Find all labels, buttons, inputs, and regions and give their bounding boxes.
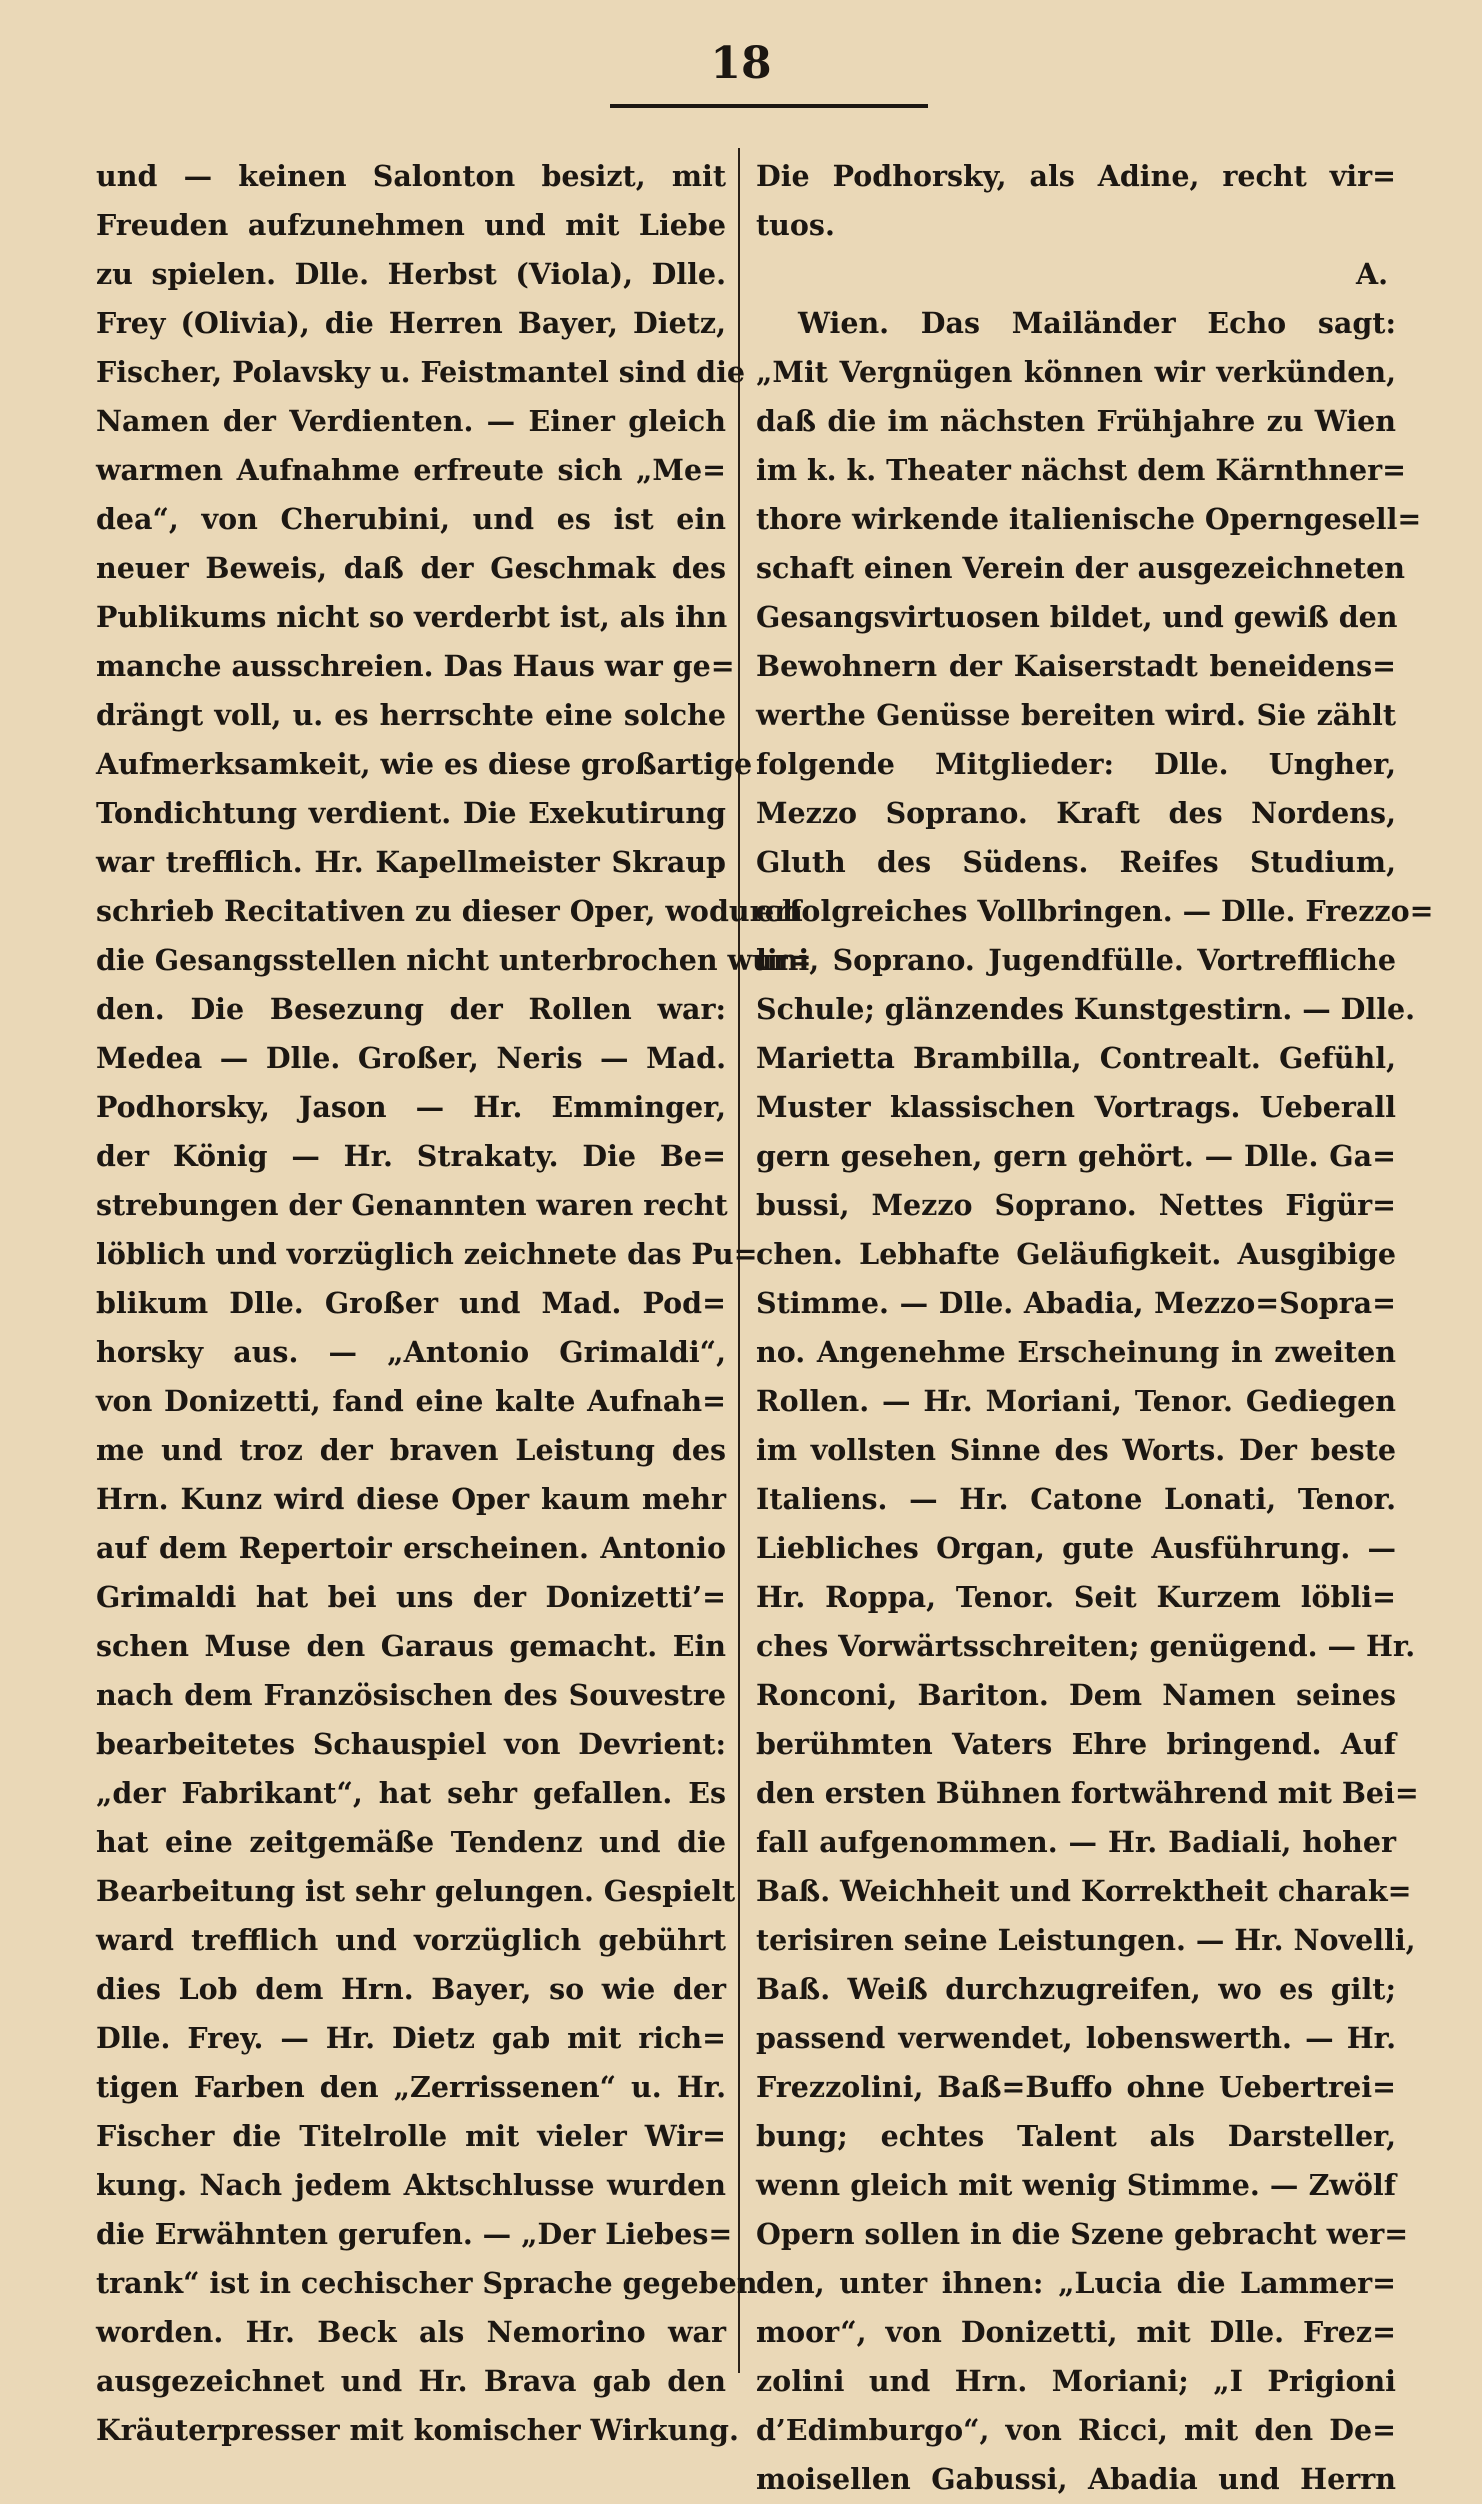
text-line: von Donizetti, fand eine kalte Aufnah= bbox=[96, 1384, 726, 1418]
text-line: wenn gleich mit wenig Stimme. — Zwölf bbox=[756, 2168, 1396, 2202]
text-line: schaft einen Verein der ausgezeichneten bbox=[756, 551, 1406, 585]
text-line: hat eine zeitgemäße Tendenz und die bbox=[96, 1825, 726, 1859]
text-line: Baß. Weiß durchzugreifen, wo es gilt; bbox=[756, 1972, 1396, 2006]
text-line: bung; echtes Talent als Darsteller, bbox=[756, 2119, 1396, 2153]
text-line: Opern sollen in die Szene gebracht wer= bbox=[756, 2217, 1409, 2251]
text-line: terisiren seine Leistungen. — Hr. Novelli, bbox=[756, 1923, 1416, 1957]
text-line: Podhorsky, Jason — Hr. Emminger, bbox=[96, 1090, 726, 1124]
text-line: erfolgreiches Vollbringen. — Dlle. Frezzo= bbox=[756, 894, 1434, 928]
text-line: chen. Lebhafte Geläufigkeit. Ausgibige bbox=[756, 1237, 1396, 1271]
text-line: Wien. Das Mailänder Echo sagt: bbox=[798, 306, 1396, 340]
text-line: Medea — Dlle. Großer, Neris — Mad. bbox=[96, 1041, 726, 1075]
text-line: löblich und vorzüglich zeichnete das Pu= bbox=[96, 1237, 758, 1271]
right-column bbox=[756, 152, 1434, 2504]
text-line: Gesangsvirtuosen bildet, und gewiß den bbox=[756, 600, 1398, 634]
text-line: den. Die Besezung der Rollen war: bbox=[96, 992, 726, 1026]
text-line: und — keinen Salonton besizt, mit bbox=[96, 159, 726, 193]
text-line: Publikums nicht so verderbt ist, als ihn bbox=[96, 600, 728, 634]
text-line: daß die im nächsten Frühjahre zu Wien bbox=[756, 404, 1396, 438]
text-line: im k. k. Theater nächst dem Kärnthner= bbox=[756, 453, 1406, 487]
text-line: blikum Dlle. Großer und Mad. Pod= bbox=[96, 1286, 726, 1320]
text-line: werthe Genüsse bereiten wird. Sie zählt bbox=[756, 698, 1396, 732]
text-line: Kräuterpresser mit komischer Wirkung. bbox=[96, 2413, 739, 2447]
text-line: „Mit Vergnügen können wir verkünden, bbox=[756, 355, 1396, 389]
header-rule bbox=[610, 104, 928, 108]
text-line: gern gesehen, gern gehört. — Dlle. Ga= bbox=[756, 1139, 1396, 1173]
text-line: Muster klassischen Vortrags. Ueberall bbox=[756, 1090, 1396, 1124]
text-line: Tondichtung verdient. Die Exekutirung bbox=[96, 796, 726, 830]
text-line: moisellen Gabussi, Abadia und Herrn bbox=[756, 2462, 1396, 2496]
text-line: Bearbeitung ist sehr gelungen. Gespielt bbox=[96, 1874, 736, 1908]
text-line: Hr. Roppa, Tenor. Seit Kurzem löbli= bbox=[756, 1580, 1396, 1614]
text-line: worden. Hr. Beck als Nemorino war bbox=[96, 2315, 726, 2349]
text-line: Liebliches Organ, gute Ausführung. — bbox=[756, 1531, 1396, 1565]
text-line: Marietta Brambilla, Contrealt. Gefühl, bbox=[756, 1041, 1396, 1075]
text-line: schrieb Recitativen zu dieser Oper, wodurch bbox=[96, 894, 803, 928]
text-line: Aufmerksamkeit, wie es diese großartige bbox=[96, 747, 753, 781]
text-line: passend verwendet, lobenswerth. — Hr. bbox=[756, 2021, 1396, 2055]
text-line: den ersten Bühnen fortwährend mit Bei= bbox=[756, 1776, 1419, 1810]
text-line: ausgezeichnet und Hr. Brava gab den bbox=[96, 2364, 726, 2398]
text-line: Fischer, Polavsky u. Feistmantel sind die bbox=[96, 355, 746, 389]
text-line: Freuden aufzunehmen und mit Liebe bbox=[96, 208, 726, 242]
text-line: der König — Hr. Strakaty. Die Be= bbox=[96, 1139, 726, 1173]
text-line: Gluth des Südens. Reifes Studium, bbox=[756, 845, 1396, 879]
text-line: ches Vorwärtsschreiten; genügend. — Hr. bbox=[756, 1629, 1416, 1663]
text-line: tuos. bbox=[756, 208, 835, 242]
text-line: war trefflich. Hr. Kapellmeister Skraup bbox=[96, 845, 726, 879]
text-line: Dlle. Frey. — Hr. Dietz gab mit rich= bbox=[96, 2021, 726, 2055]
text-line: im vollsten Sinne des Worts. Der beste bbox=[756, 1433, 1396, 1467]
text-line: folgende Mitglieder: Dlle. Ungher, bbox=[756, 747, 1396, 781]
text-line: Ronconi, Bariton. Dem Namen seines bbox=[756, 1678, 1396, 1712]
text-line: schen Muse den Garaus gemacht. Ein bbox=[96, 1629, 726, 1663]
text-line: kung. Nach jedem Aktschlusse wurden bbox=[96, 2168, 726, 2202]
text-line: Bewohnern der Kaiserstadt beneidens= bbox=[756, 649, 1396, 683]
text-line: thore wirkende italienische Operngesell= bbox=[756, 502, 1422, 536]
text-line: berühmten Vaters Ehre bringend. Auf bbox=[756, 1727, 1396, 1761]
text-line: neuer Beweis, daß der Geschmak des bbox=[96, 551, 726, 585]
text-line: Schule; glänzendes Kunstgestirn. — Dlle. bbox=[756, 992, 1416, 1026]
text-line: zolini und Hrn. Moriani; „I Prigioni bbox=[756, 2364, 1396, 2398]
text-line: Hrn. Kunz wird diese Oper kaum mehr bbox=[96, 1482, 726, 1516]
text-line: dies Lob dem Hrn. Bayer, so wie der bbox=[96, 1972, 726, 2006]
text-line: trank“ ist in cechischer Sprache gegeben bbox=[96, 2266, 758, 2300]
text-line: bearbeitetes Schauspiel von Devrient: bbox=[96, 1727, 726, 1761]
text-line: Rollen. — Hr. Moriani, Tenor. Gediegen bbox=[756, 1384, 1396, 1418]
text-line: Italiens. — Hr. Catone Lonati, Tenor. bbox=[756, 1482, 1396, 1516]
text-line: Grimaldi hat bei uns der Donizetti’= bbox=[96, 1580, 726, 1614]
text-line: zu spielen. Dlle. Herbst (Viola), Dlle. bbox=[96, 257, 726, 291]
text-line: d’Edimburgo“, von Ricci, mit den De= bbox=[756, 2413, 1396, 2447]
text-line: Stimme. — Dlle. Abadia, Mezzo=Sopra= bbox=[756, 1286, 1396, 1320]
text-line: fall aufgenommen. — Hr. Badiali, hoher bbox=[756, 1825, 1396, 1859]
text-line: Namen der Verdienten. — Einer gleich bbox=[96, 404, 726, 438]
text-line: lini, Soprano. Jugendfülle. Vortreffliche bbox=[756, 943, 1396, 977]
text-line: die Gesangsstellen nicht unterbrochen wur= bbox=[96, 943, 812, 977]
text-line: warmen Aufnahme erfreute sich „Me= bbox=[96, 453, 726, 487]
text-line: bussi, Mezzo Soprano. Nettes Figür= bbox=[756, 1188, 1396, 1222]
text-line: manche ausschreien. Das Haus war ge= bbox=[96, 649, 735, 683]
text-line: den, unter ihnen: „Lucia die Lammer= bbox=[756, 2266, 1396, 2300]
text-line: tigen Farben den „Zerrissenen“ u. Hr. bbox=[96, 2070, 726, 2104]
text-line: die Erwähnten gerufen. — „Der Liebes= bbox=[96, 2217, 733, 2251]
text-line: strebungen der Genannten waren recht bbox=[96, 1188, 728, 1222]
text-line: moor“, von Donizetti, mit Dlle. Frez= bbox=[756, 2315, 1396, 2349]
text-line: Mezzo Soprano. Kraft des Nordens, bbox=[756, 796, 1396, 830]
text-line: auf dem Repertoir erscheinen. Antonio bbox=[96, 1531, 726, 1565]
text-line: Die Podhorsky, als Adine, recht vir= bbox=[756, 159, 1396, 193]
text-line: drängt voll, u. es herrschte eine solche bbox=[96, 698, 726, 732]
text-line: Frezzolini, Baß=Buffo ohne Uebertrei= bbox=[756, 2070, 1396, 2104]
author-signature: A. bbox=[1355, 257, 1388, 291]
text-line: nach dem Französischen des Souvestre bbox=[96, 1678, 726, 1712]
text-line: Baß. Weichheit und Korrektheit charak= bbox=[756, 1874, 1412, 1908]
text-line: me und troz der braven Leistung des bbox=[96, 1433, 726, 1467]
text-line: horsky aus. — „Antonio Grimaldi“, bbox=[96, 1335, 726, 1369]
text-line: ward trefflich und vorzüglich gebührt bbox=[96, 1923, 726, 1957]
text-line: „der Fabrikant“, hat sehr gefallen. Es bbox=[96, 1776, 726, 1810]
text-line: Frey (Olivia), die Herren Bayer, Dietz, bbox=[96, 306, 726, 340]
text-line: no. Angenehme Erscheinung in zweiten bbox=[756, 1335, 1396, 1369]
text-line: Fischer die Titelrolle mit vieler Wir= bbox=[96, 2119, 726, 2153]
page-number: 18 bbox=[710, 38, 772, 89]
text-line: dea“, von Cherubini, und es ist ein bbox=[96, 502, 726, 536]
